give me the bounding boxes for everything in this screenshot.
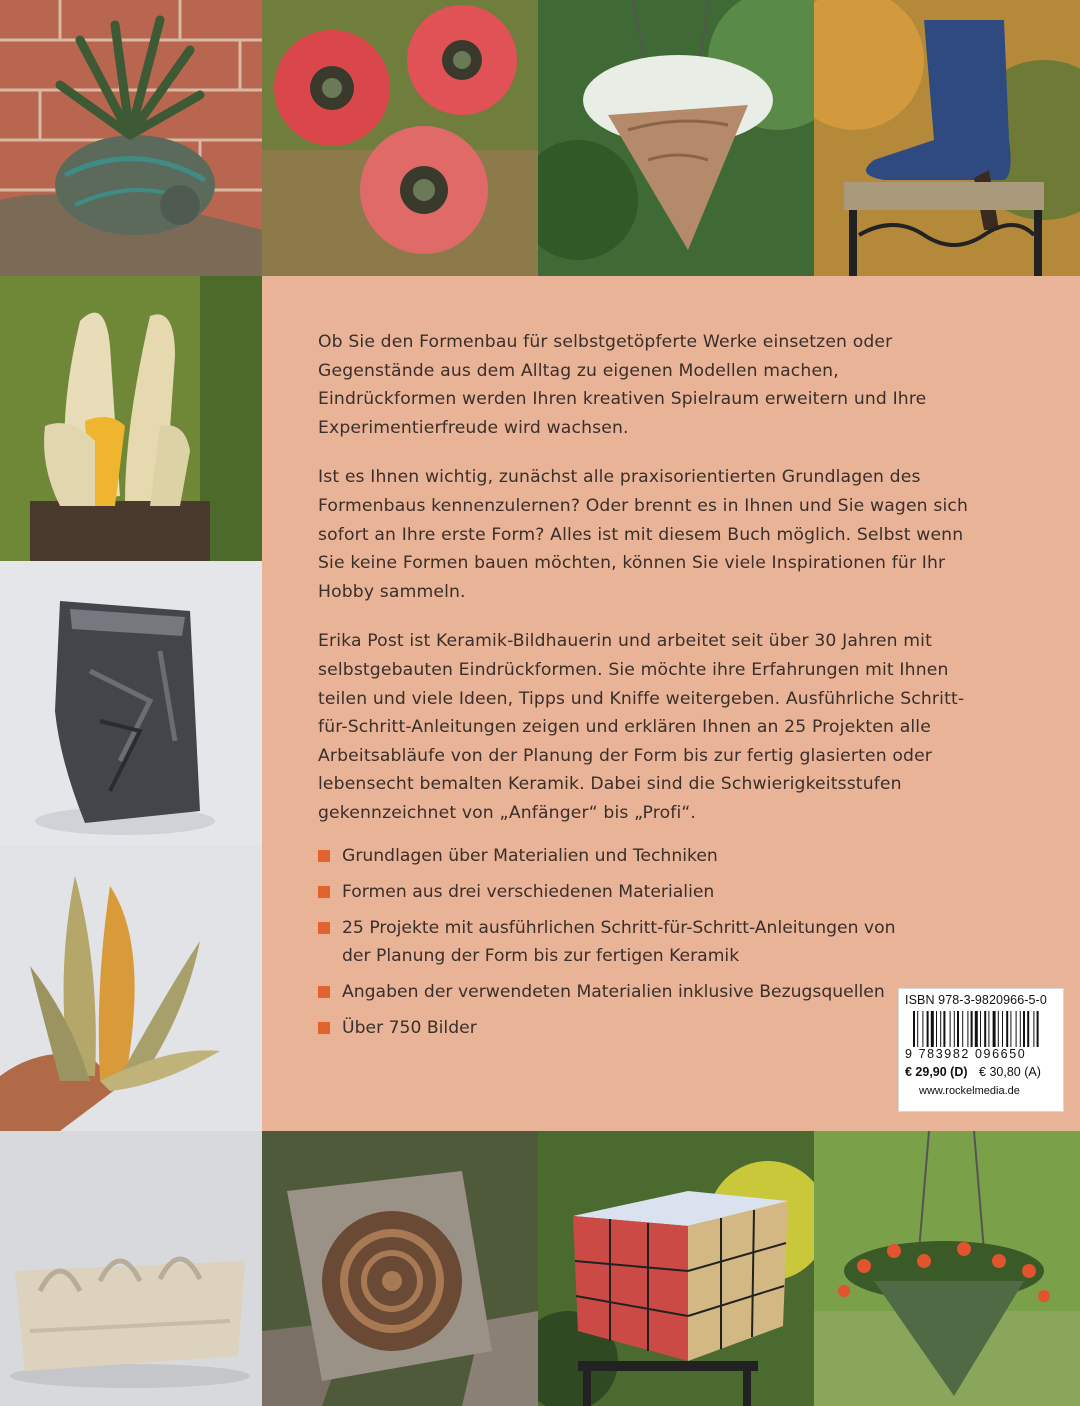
feature-item (318, 914, 918, 970)
photo-red-poppies (262, 0, 538, 276)
barcode-box (898, 988, 1064, 1112)
feature-text: Grundlagen über Materialien und Techniken (342, 846, 718, 866)
feature-item (318, 878, 918, 906)
description-paragraph: Ob Sie den Formenbau für selbstgetöpferte Werke einsetzen oder Gegenstände aus dem Alltag zu eigenen Modellen machen, Eindrückformen werden Ihren kreativen Spielraum erweitern und Ihre Experimentierfreude wird wachsen. (318, 332, 927, 438)
publisher-website: www.rockelmedia.de (919, 1085, 1020, 1097)
price-austria: € 30,80 (A) (979, 1065, 1041, 1079)
feature-item (318, 842, 918, 870)
feature-item (318, 978, 918, 1006)
photo-hanging-planter-orange (814, 1131, 1080, 1406)
feature-text: Angaben der verwendeten Materialien inklusive Bezugsquellen (342, 982, 885, 1002)
bullet-square-icon (318, 922, 330, 934)
feature-item (318, 1014, 918, 1042)
bullet-square-icon (318, 986, 330, 998)
photo-hanging-planter-white (538, 0, 814, 276)
description-text (318, 328, 978, 849)
photo-ammonite-fossil (262, 1131, 538, 1406)
bullet-square-icon (318, 886, 330, 898)
photo-paper-bag-vase (0, 561, 262, 846)
photo-aloe-snail-pot (0, 0, 262, 276)
description-paragraph: Erika Post ist Keramik-Bildhauerin und arbeitet seit über 30 Jahren mit selbstgebauten Eindrückformen. Sie möchte ihre Erfahrungen mit Ihnen teilen und viele Ideen, Tipps und Kniffe weitergeben. Ausführliche Schritt-für-Schritt-Anleitungen zeigen und erklären Ihnen an 25 Projekten alle Arbeitsabläufe von der Planung der Form bis zur fertig glasierten oder lebensecht bemalten Keramik. Dabei sind die Schwierigkeitsstufen gekennzeichnet von „Anfänger“ bis „Profi“. (318, 631, 965, 823)
bullet-square-icon (318, 1022, 330, 1034)
photo-ceramic-corn (0, 846, 262, 1131)
barcode-icon (913, 1011, 1059, 1047)
description-paragraph: Ist es Ihnen wichtig, zunächst alle praxisorientierten Grundlagen des Formenbaus kennenzulernen? Oder brennt es in Ihnen und Sie wagen sich sofort an Ihre erste Form? Alles ist mit diesem Buch möglich. Selbst wenn Sie keine Formen bauen möchten, können Sie viele Inspirationen für Ihr Hobby sammeln. (318, 467, 969, 602)
feature-list (318, 842, 918, 1050)
price-germany: € 29,90 (D) (905, 1065, 968, 1079)
photo-blue-boot (814, 0, 1080, 276)
feature-text: Formen aus drei verschiedenen Materialien (342, 882, 715, 902)
barcode-digits: 9 783982 096650 (905, 1047, 1027, 1061)
photo-ceramic-banana (0, 276, 262, 561)
photo-rubik-cube (538, 1131, 814, 1406)
bullet-square-icon (318, 850, 330, 862)
price-row (905, 1065, 1041, 1079)
feature-text: Über 750 Bilder (342, 1018, 477, 1038)
photo-egg-carton (0, 1131, 262, 1406)
isbn-text: ISBN 978-3-9820966-5-0 (905, 993, 1047, 1007)
feature-text: 25 Projekte mit ausführlichen Schritt-für-Schritt-Anleitungen von der Planung der Form bis zur fertigen Keramik (342, 918, 896, 966)
